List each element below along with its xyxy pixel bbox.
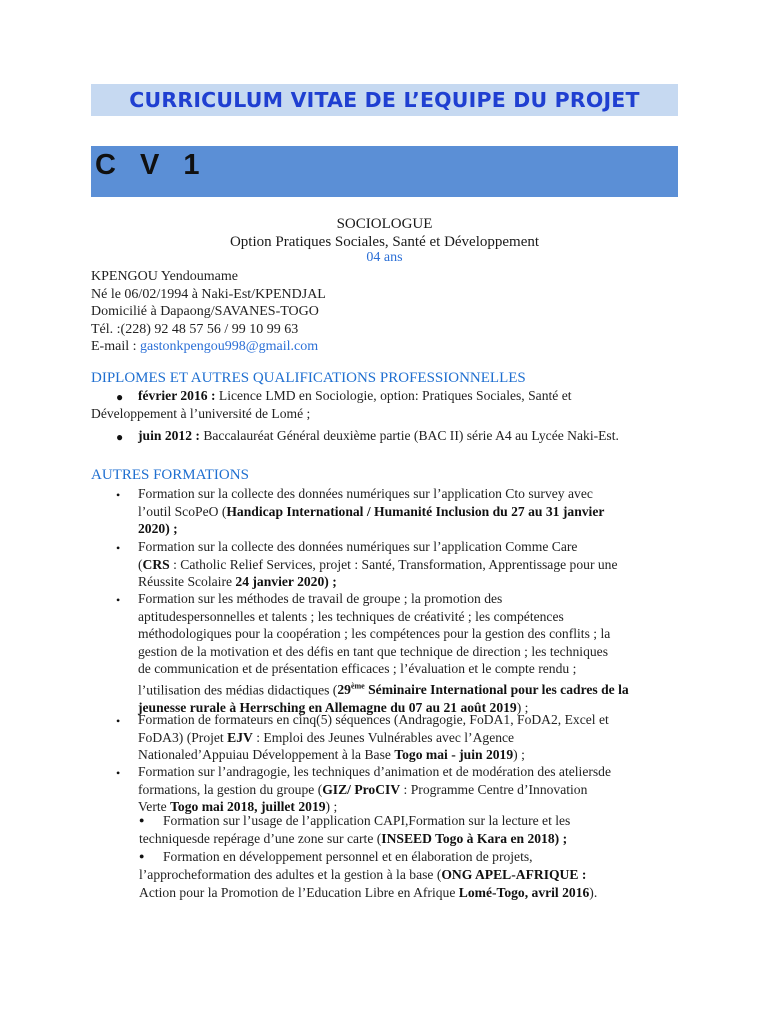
- training-line: 2020) ;: [138, 521, 178, 536]
- identity-email-line: [91, 338, 326, 356]
- trainings-heading: AUTRES FORMATIONS: [91, 467, 249, 483]
- training-line: aptitudespersonnelles et talents ; les techniques de créativité ; les compétences: [138, 608, 564, 624]
- training-line: Action pour la Promotion de l’Education Libre en Afrique Lomé-Togo, avril 2016).: [139, 884, 598, 900]
- bullet-icon: •: [116, 541, 121, 555]
- diploma-date: juin 2012 :: [138, 428, 200, 443]
- training-line: Formation sur l’usage de l’application CAPI,Formation sur la lecture et les: [163, 813, 571, 828]
- training-line: Formation sur l’andragogie, les techniques d’animation et de modération des ateliersde: [138, 764, 611, 779]
- training-line: l’outil ScoPeO (Handicap International / Humanité Inclusion du 27 au 31 janvier: [138, 503, 605, 519]
- bullet-icon: •: [116, 766, 121, 780]
- email-label: E-mail :: [91, 339, 140, 355]
- profile-role: SOCIOLOGUE: [336, 216, 433, 232]
- training-line: Verte Togo mai 2018, juillet 2019) ;: [138, 799, 338, 814]
- training-sub-item-continued: [139, 866, 678, 901]
- identity-name: KPENGOU Yendoumame: [91, 269, 238, 284]
- training-line: jeunesse rurale à Herrsching en Allemagne du 07 au 21 août 2019) ;: [138, 699, 529, 715]
- cv-number-band: [91, 146, 678, 197]
- training-line: Réussite Scolaire 24 janvier 2020) ;: [138, 574, 337, 589]
- identity-block: [91, 268, 326, 356]
- diploma-item: [138, 427, 683, 445]
- diploma-date: février 2016 :: [138, 388, 216, 403]
- bullet-icon: ●: [116, 430, 124, 444]
- cv-number-label: C V 1: [95, 149, 208, 181]
- document-title-band: [91, 84, 678, 116]
- training-item: [138, 590, 678, 716]
- training-line: Formation sur les méthodes de travail de groupe ; la promotion des: [138, 591, 503, 606]
- training-item: [138, 538, 678, 591]
- bullet-icon: ●: [116, 390, 124, 404]
- profile-option: Option Pratiques Sociales, Santé et Développement: [229, 234, 540, 250]
- bullet-icon: ●: [139, 815, 145, 825]
- training-sub-item: [139, 848, 678, 866]
- diploma-item: [138, 387, 683, 405]
- bullet-icon: •: [116, 593, 121, 607]
- diploma-text: Licence LMD en Sociologie, option: Pratiques Sociales, Santé et: [215, 388, 572, 403]
- email-link[interactable]: gastonkpengou998@gmail.com: [140, 339, 319, 355]
- training-line: Formation sur la collecte des données numériques sur l’application Cto survey avec: [138, 486, 593, 501]
- identity-domicile: Domicilié à Dapaong/SAVANES-TOGO: [91, 304, 319, 320]
- training-item: [138, 485, 678, 538]
- training-line: l’utilisation des médias didactiques (29ème Séminaire International pour les cadres de la: [138, 681, 629, 698]
- training-item: [138, 763, 678, 816]
- training-line: formations, la gestion du groupe (GIZ/ ProCIV : Programme Centre d’Innovation: [138, 781, 588, 797]
- training-line: de communication et de présentation efficaces ; l’évaluation et le compte rendu ;: [138, 661, 577, 676]
- diploma-text: Baccalauréat Général deuxième partie (BAC II) série A4 au Lycée Naki-Est.: [199, 428, 619, 443]
- profile-experience-years: 04 ans: [366, 250, 403, 265]
- training-line: Formation en développement personnel et en élaboration de projets,: [163, 849, 533, 864]
- training-line: Nationaled’Appuiau Développement à la Base Togo mai - juin 2019) ;: [138, 747, 525, 762]
- diploma-item-continued: Développement à l’université de Lomé ;: [91, 406, 311, 421]
- identity-birth: Né le 06/02/1994 à Naki-Est/KPENDJAL: [91, 286, 326, 302]
- bullet-icon: •: [116, 488, 121, 502]
- training-line: FoDA3) (Projet EJV : Emploi des Jeunes Vulnérables avec l’Agence: [138, 729, 515, 745]
- training-item: [138, 711, 678, 764]
- training-sub-item: [139, 812, 678, 830]
- diplomas-heading: DIPLOMES ET AUTRES QUALIFICATIONS PROFESSIONNELLES: [91, 370, 526, 386]
- training-line: Formation de formateurs en cinq(5) séquences (Andragogie, FoDA1, FoDA2, Excel et: [138, 712, 609, 727]
- training-line: Formation sur la collecte des données numériques sur l’application Comme Care: [138, 539, 578, 554]
- identity-phone: Tél. :(228) 92 48 57 56 / 99 10 99 63: [91, 321, 299, 337]
- bullet-icon: •: [116, 714, 121, 728]
- training-line: (CRS : Catholic Relief Services, projet : Santé, Transformation, Apprentissage pour une: [138, 556, 618, 572]
- training-line: gestion de la motivation et des défis en tant que technique de direction ; les techniques: [138, 643, 608, 659]
- training-line: l’approcheformation des adultes et la gestion à la base (ONG APEL-AFRIQUE :: [139, 867, 587, 882]
- document-title: CURRICULUM VITAE DE L’EQUIPE DU PROJET: [129, 88, 640, 112]
- bullet-icon: ●: [139, 851, 145, 861]
- training-sub-item-continued: techniquesde repérage d’une zone sur carte (INSEED Togo à Kara en 2018) ;: [139, 831, 568, 846]
- training-line: méthodologiques pour la coopération ; les compétences pour la gestion des conflits ; la: [138, 626, 611, 641]
